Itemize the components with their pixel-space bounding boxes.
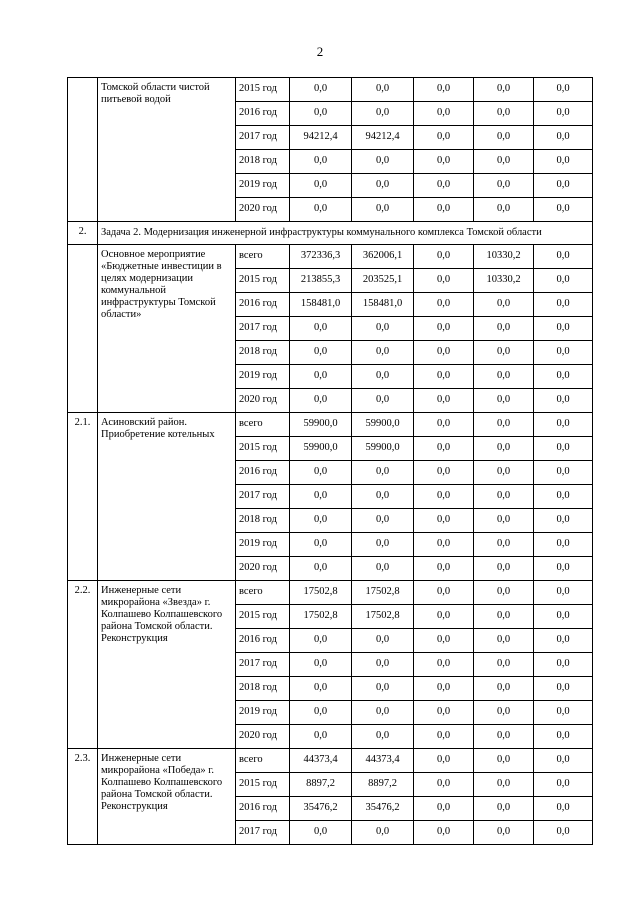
amount-cell: 0,0: [534, 485, 593, 509]
amount-cell: 59900,0: [352, 413, 414, 437]
amount-cell: 0,0: [290, 509, 352, 533]
amount-cell: 0,0: [474, 102, 534, 126]
amount-cell: 0,0: [474, 198, 534, 222]
table-row: [68, 245, 593, 269]
amount-cell: 0,0: [414, 749, 474, 773]
amount-cell: 59900,0: [352, 437, 414, 461]
amount-cell: 0,0: [414, 725, 474, 749]
amount-cell: 0,0: [534, 461, 593, 485]
period-cell: 2020 год: [236, 389, 290, 413]
amount-cell: 0,0: [474, 126, 534, 150]
amount-cell: 0,0: [534, 509, 593, 533]
amount-cell: 0,0: [474, 485, 534, 509]
amount-cell: 0,0: [352, 533, 414, 557]
row-number: 2.1.: [68, 413, 98, 581]
amount-cell: 0,0: [352, 198, 414, 222]
period-cell: 2019 год: [236, 701, 290, 725]
amount-cell: 0,0: [352, 677, 414, 701]
amount-cell: 0,0: [352, 317, 414, 341]
amount-cell: 0,0: [290, 629, 352, 653]
amount-cell: 0,0: [290, 174, 352, 198]
period-cell: 2019 год: [236, 174, 290, 198]
amount-cell: 0,0: [474, 725, 534, 749]
amount-cell: 0,0: [474, 773, 534, 797]
amount-cell: 158481,0: [290, 293, 352, 317]
amount-cell: 17502,8: [352, 605, 414, 629]
amount-cell: 94212,4: [352, 126, 414, 150]
period-cell: 2017 год: [236, 317, 290, 341]
amount-cell: 0,0: [352, 78, 414, 102]
period-cell: 2016 год: [236, 629, 290, 653]
amount-cell: 0,0: [534, 725, 593, 749]
amount-cell: 0,0: [474, 629, 534, 653]
amount-cell: 0,0: [290, 821, 352, 845]
amount-cell: 0,0: [534, 389, 593, 413]
amount-cell: 0,0: [414, 773, 474, 797]
amount-cell: 0,0: [534, 557, 593, 581]
period-cell: 2017 год: [236, 485, 290, 509]
row-number: [68, 78, 98, 222]
period-cell: 2015 год: [236, 437, 290, 461]
page-number: 2: [316, 44, 324, 59]
amount-cell: 0,0: [414, 533, 474, 557]
period-cell: 2017 год: [236, 821, 290, 845]
amount-cell: 0,0: [290, 485, 352, 509]
amount-cell: 0,0: [534, 317, 593, 341]
amount-cell: 0,0: [414, 557, 474, 581]
amount-cell: 0,0: [534, 78, 593, 102]
amount-cell: 0,0: [474, 365, 534, 389]
amount-cell: 0,0: [414, 485, 474, 509]
period-cell: всего: [236, 749, 290, 773]
period-cell: 2020 год: [236, 198, 290, 222]
amount-cell: 213855,3: [290, 269, 352, 293]
amount-cell: 0,0: [474, 78, 534, 102]
table-body: [68, 78, 593, 845]
amount-cell: 0,0: [534, 341, 593, 365]
amount-cell: 0,0: [534, 126, 593, 150]
amount-cell: 0,0: [474, 677, 534, 701]
amount-cell: 203525,1: [352, 269, 414, 293]
amount-cell: 0,0: [414, 150, 474, 174]
amount-cell: 10330,2: [474, 269, 534, 293]
amount-cell: 0,0: [414, 413, 474, 437]
amount-cell: 0,0: [414, 365, 474, 389]
amount-cell: 0,0: [290, 533, 352, 557]
table-row: [68, 413, 593, 437]
table-row: [68, 78, 593, 102]
period-cell: всего: [236, 245, 290, 269]
amount-cell: 35476,2: [352, 797, 414, 821]
amount-cell: 0,0: [474, 389, 534, 413]
amount-cell: 0,0: [534, 102, 593, 126]
amount-cell: 0,0: [352, 341, 414, 365]
amount-cell: 0,0: [290, 317, 352, 341]
amount-cell: 0,0: [352, 150, 414, 174]
amount-cell: 0,0: [414, 293, 474, 317]
period-cell: 2015 год: [236, 773, 290, 797]
amount-cell: 0,0: [534, 437, 593, 461]
amount-cell: 0,0: [474, 701, 534, 725]
amount-cell: 0,0: [290, 701, 352, 725]
amount-cell: 0,0: [414, 653, 474, 677]
amount-cell: 0,0: [534, 797, 593, 821]
amount-cell: 0,0: [290, 78, 352, 102]
period-cell: 2018 год: [236, 150, 290, 174]
amount-cell: 0,0: [414, 677, 474, 701]
amount-cell: 0,0: [474, 533, 534, 557]
amount-cell: 0,0: [290, 389, 352, 413]
amount-cell: 0,0: [290, 102, 352, 126]
amount-cell: 0,0: [474, 341, 534, 365]
period-cell: 2015 год: [236, 78, 290, 102]
amount-cell: 0,0: [534, 174, 593, 198]
amount-cell: 0,0: [352, 629, 414, 653]
amount-cell: 0,0: [474, 413, 534, 437]
measure-description: Инженерные сети микрорайона «Звезда» г. Колпашево Колпашевского района Томской области. Реконструкция: [98, 581, 236, 749]
period-cell: 2016 год: [236, 293, 290, 317]
amount-cell: 362006,1: [352, 245, 414, 269]
row-number: 2.2.: [68, 581, 98, 749]
amount-cell: 0,0: [290, 677, 352, 701]
amount-cell: 0,0: [352, 725, 414, 749]
amount-cell: 17502,8: [290, 581, 352, 605]
amount-cell: 0,0: [414, 437, 474, 461]
period-cell: 2015 год: [236, 269, 290, 293]
period-cell: 2016 год: [236, 797, 290, 821]
period-cell: 2018 год: [236, 677, 290, 701]
period-cell: 2015 год: [236, 605, 290, 629]
amount-cell: 44373,4: [352, 749, 414, 773]
amount-cell: 0,0: [474, 653, 534, 677]
amount-cell: 0,0: [414, 605, 474, 629]
amount-cell: 0,0: [290, 653, 352, 677]
amount-cell: 0,0: [474, 317, 534, 341]
amount-cell: 0,0: [534, 821, 593, 845]
amount-cell: 0,0: [474, 821, 534, 845]
amount-cell: 0,0: [534, 198, 593, 222]
amount-cell: 0,0: [534, 677, 593, 701]
amount-cell: 0,0: [534, 605, 593, 629]
amount-cell: 0,0: [352, 461, 414, 485]
table-row: [68, 581, 593, 605]
amount-cell: 0,0: [474, 509, 534, 533]
measure-description: Томской области чистой питьевой водой: [98, 78, 236, 222]
amount-cell: 17502,8: [352, 581, 414, 605]
amount-cell: 59900,0: [290, 437, 352, 461]
amount-cell: 0,0: [534, 629, 593, 653]
amount-cell: 0,0: [534, 365, 593, 389]
amount-cell: 0,0: [352, 102, 414, 126]
amount-cell: 0,0: [534, 581, 593, 605]
period-cell: 2018 год: [236, 509, 290, 533]
period-cell: 2018 год: [236, 341, 290, 365]
amount-cell: 0,0: [352, 174, 414, 198]
measure-description: Инженерные сети микрорайона «Победа» г. Колпашево Колпашевского района Томской области. Реконструкция: [98, 749, 236, 845]
amount-cell: 0,0: [534, 413, 593, 437]
amount-cell: 0,0: [474, 461, 534, 485]
amount-cell: 0,0: [474, 293, 534, 317]
amount-cell: 0,0: [414, 341, 474, 365]
amount-cell: 0,0: [352, 701, 414, 725]
period-cell: 2019 год: [236, 533, 290, 557]
amount-cell: 0,0: [534, 749, 593, 773]
amount-cell: 0,0: [414, 701, 474, 725]
amount-cell: 8897,2: [352, 773, 414, 797]
amount-cell: 0,0: [352, 557, 414, 581]
amount-cell: 372336,3: [290, 245, 352, 269]
amount-cell: 0,0: [414, 317, 474, 341]
period-cell: 2016 год: [236, 461, 290, 485]
period-cell: 2017 год: [236, 653, 290, 677]
amount-cell: 0,0: [352, 821, 414, 845]
amount-cell: 0,0: [474, 437, 534, 461]
amount-cell: 0,0: [414, 821, 474, 845]
amount-cell: 0,0: [290, 365, 352, 389]
amount-cell: 35476,2: [290, 797, 352, 821]
period-cell: 2020 год: [236, 725, 290, 749]
amount-cell: 0,0: [414, 461, 474, 485]
period-cell: 2020 год: [236, 557, 290, 581]
amount-cell: 0,0: [474, 150, 534, 174]
amount-cell: 0,0: [352, 389, 414, 413]
amount-cell: 0,0: [290, 461, 352, 485]
amount-cell: 0,0: [414, 629, 474, 653]
measure-description: Асиновский район. Приобретение котельных: [98, 413, 236, 581]
amount-cell: 0,0: [474, 797, 534, 821]
amount-cell: 0,0: [414, 245, 474, 269]
amount-cell: 0,0: [414, 102, 474, 126]
amount-cell: 0,0: [290, 150, 352, 174]
amount-cell: 0,0: [290, 725, 352, 749]
amount-cell: 0,0: [474, 749, 534, 773]
task-row: [68, 222, 593, 245]
amount-cell: 0,0: [414, 581, 474, 605]
amount-cell: 0,0: [414, 269, 474, 293]
amount-cell: 0,0: [534, 773, 593, 797]
task-title: Задача 2. Модернизация инженерной инфраструктуры коммунального комплекса Томской области: [98, 222, 593, 245]
period-cell: всего: [236, 413, 290, 437]
amount-cell: 0,0: [414, 389, 474, 413]
period-cell: 2017 год: [236, 126, 290, 150]
amount-cell: 0,0: [414, 797, 474, 821]
measure-description: Основное мероприятие «Бюджетные инвестиции в целях модернизации коммунальной инфраструктуры Томской области»: [98, 245, 236, 413]
period-cell: 2019 год: [236, 365, 290, 389]
table-row: [68, 749, 593, 773]
amount-cell: 0,0: [534, 533, 593, 557]
amount-cell: 0,0: [414, 78, 474, 102]
amount-cell: 0,0: [474, 174, 534, 198]
amount-cell: 59900,0: [290, 413, 352, 437]
amount-cell: 0,0: [290, 198, 352, 222]
amount-cell: 44373,4: [290, 749, 352, 773]
amount-cell: 94212,4: [290, 126, 352, 150]
amount-cell: 0,0: [352, 485, 414, 509]
amount-cell: 0,0: [290, 557, 352, 581]
amount-cell: 158481,0: [352, 293, 414, 317]
amount-cell: 0,0: [414, 198, 474, 222]
amount-cell: 0,0: [534, 653, 593, 677]
row-number: [68, 245, 98, 413]
amount-cell: 0,0: [534, 245, 593, 269]
amount-cell: 0,0: [414, 126, 474, 150]
period-cell: всего: [236, 581, 290, 605]
amount-cell: 10330,2: [474, 245, 534, 269]
row-number: 2.3.: [68, 749, 98, 845]
amount-cell: 0,0: [534, 293, 593, 317]
amount-cell: 8897,2: [290, 773, 352, 797]
amount-cell: 0,0: [534, 150, 593, 174]
amount-cell: 0,0: [534, 701, 593, 725]
amount-cell: 17502,8: [290, 605, 352, 629]
amount-cell: 0,0: [414, 509, 474, 533]
amount-cell: 0,0: [290, 341, 352, 365]
amount-cell: 0,0: [474, 581, 534, 605]
amount-cell: 0,0: [534, 269, 593, 293]
amount-cell: 0,0: [352, 653, 414, 677]
row-number: 2.: [68, 222, 98, 245]
amount-cell: 0,0: [474, 605, 534, 629]
amount-cell: 0,0: [414, 174, 474, 198]
period-cell: 2016 год: [236, 102, 290, 126]
budget-table: [67, 77, 593, 845]
amount-cell: 0,0: [352, 509, 414, 533]
amount-cell: 0,0: [474, 557, 534, 581]
amount-cell: 0,0: [352, 365, 414, 389]
